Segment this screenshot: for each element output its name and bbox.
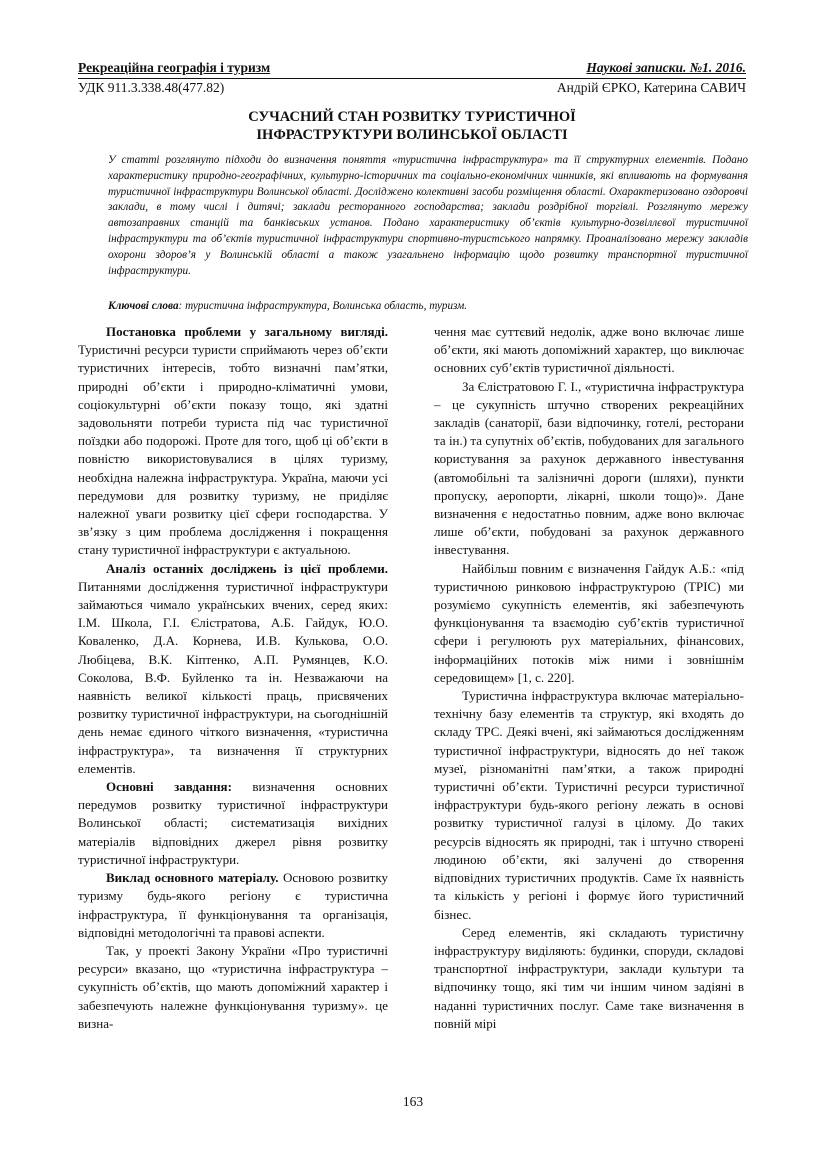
paragraph-text: Туристичні ресурси туристи сприймають через об’єкти туристичних інтересів, тобто визначні пам’ятки, природні об’єкти і природно-кліматичні умови, соціокультурні об’єкти показу тощо, які здатні задовольняти потреби туриста під час туристичної поїздки або подорожі. Проте для того, щоб ці об’єкти в повністю використовувалися в цілях туризму, необхідна належна інфраструктура. Україна, маючи усі передумови для розвитку туризму, не приділяє належної уваги розвитку цієї сфери господарства. У зв’язку з цим проблема дослідження і покращення стану туристичної інфраструктури є актуальною. (78, 342, 388, 558)
section-heading: Основні завдання: (106, 779, 232, 795)
paragraph (78, 560, 388, 778)
running-header (78, 60, 746, 79)
authors: Андрій ЄРКО, Катерина САВИЧ (556, 80, 746, 95)
paragraph (78, 778, 388, 869)
article-title (78, 108, 746, 144)
paragraph-text: Основою розвитку туризму будь-якого регіону є туристична інфраструктура, її функціонування та організація, відповідні методологічні та правові аспекти. (78, 870, 388, 940)
udc-code: УДК 911.3.338.48(477.82) (78, 80, 225, 95)
right-column (434, 323, 744, 1033)
paragraph: чення має суттєвий недолік, адже воно включає лише об’єкти, які мають допоміжний характер, що виключає основних суб’єктів туристичної діяльності. (434, 324, 744, 376)
paragraph-text: визначення основних передумов розвитку туристичної інфраструктури Волинської області; систематизація вихідних матеріалів відповідних джерел рівня розвитку туристичної інфраструктури. (78, 779, 389, 867)
title-line-1: СУЧАСНИЙ СТАН РОЗВИТКУ ТУРИСТИЧНОЇ (248, 109, 576, 125)
paragraph: Туристична інфраструктура включає матеріально-технічну базу елементів та структур, які входять до складу ТРС. Деякі вчені, які займаються дослідженням туристичної інфраструктури, відносять до неї також музеї, різноманітні пам’ятки, а також природні туристичні об’єкти. Туристичні ресурси туристичної інфраструктури будь-якого регіону лежать в основі розвитку туристичної галузі в цілому. До таких ресурсів відносять як природні, так і штучно створені людиною об’єкти, які залучені до створення відповідних туристичних продуктів. Саме їх наявність та кількість у регіоні і формує його туристичний бізнес. (434, 688, 744, 922)
journal-section: Рекреаційна географія і туризм (78, 60, 271, 75)
keywords-label: Ключові слова (108, 300, 179, 312)
page-number: 163 (402, 1094, 424, 1109)
left-column (78, 323, 388, 1033)
keywords-text: : туристична інфраструктура, Волинська область, туризм. (178, 300, 468, 312)
journal-issue: Наукові записки. №1. 2016. (586, 60, 746, 75)
paragraph: Найбільш повним є визначення Гайдук А.Б.: «під туристичною ринковою інфраструктурою (ТРІС) ми розуміємо сукупність елементів, які забезпечують функціонування та взаємодію суб’єктів туристичної сфери і регулюють рух матеріальних, фінансових, інформаційних потоків між ними і зовнішнім середовищем» [1, с. 220]. (434, 560, 744, 685)
section-heading: Постановка проблеми у загальному вигляді. (106, 324, 388, 339)
paragraph (78, 869, 388, 942)
paragraph: Серед елементів, які складають туристичну інфраструктуру виділяють: будинки, споруди, складові транспортної інфраструктури, заклади культури та відпочинку тощо, які тим чи іншим чином задіяні в наданні туристичних послуг. Саме таке визначення в повній мірі (434, 924, 744, 1031)
paragraph-text: Питаннями дослідження туристичної інфраструктури займаються чимало українських вчених, серед яких: І.М. Школа, Г.І. Єлістратова, А.Б. Гайдук, Ю.О. Коваленко, Д.А. Корнева, И.В. Кулькова, О.О. Любіцева, В.К. Кіптенко, А.П. Румянцев, К.О. Соколова, В.Ф. Буйленко та ін. Незважаючи на наявність великої кількості праць, присвячених розвитку туристичної інфраструктури, на сьогоднішній день немає єдиного чіткого визначення, «туристична інфраструктура», та визначення її структурних елементів. (78, 578, 388, 776)
paragraph: За Єлістратовою Г. І., «туристична інфраструктура – це сукупність штучно створених рекреаційних закладів (санаторії, бази відпочинку, готелі, ресторани та ін.) та супутніх об’єктів, побудованих для загального користування за рахунок державного інвестування (автомобільні та залізничні дороги (шляхи), пункти пропуску, аеропорти, лікарні, школи тощо)». Дане визначення є недостатньо повним, адже воно включає лише об’єкти, побудовані за рахунок державного інвестування. (434, 378, 744, 558)
keywords (108, 299, 748, 315)
section-heading: Виклад основного матеріалу. (106, 870, 279, 886)
section-heading: Аналіз останніх досліджень із цієї проблеми. (106, 560, 388, 576)
abstract: У статті розглянуто підходи до визначення поняття «туристична інфраструктура» та її структурних елементів. Подано характеристику природно-географічних, культурно-історичних та соціально-економічних чинників, які впливають на формування туристичної інфраструктури Волинської області. Досліджено колективні засоби розміщення області. Охарактеризовано оздоровчі заклади, в тому числі і дитячі; заклади ресторанного господарства; заклади роздрібної торгівлі. Розглянуто мережу автозаправних станцій та банківських установ. Подано характеристику об’єктів культурно-дозвіллєвої туристичної інфраструктури та об’єктів туристичної інфраструктури спортивно-туристського напрямку. Проаналізовано мережу закладів охорони здоров’я у Волинській області а також узагальнено інформацію щодо розвитку транспортної туристичної інфраструктури. (108, 154, 748, 277)
paragraph: Так, у проекті Закону України «Про туристичні ресурси» вказано, що «туристична інфраструктура – сукупність об’єктів, що мають допоміжний характер і забезпечують належне функціонування туризму». це визна- (78, 942, 388, 1031)
paragraph (78, 323, 388, 560)
title-line-2: ІНФРАСТРУКТУРИ ВОЛИНСЬКОЇ ОБЛАСТІ (256, 127, 568, 143)
article-meta (78, 80, 746, 98)
